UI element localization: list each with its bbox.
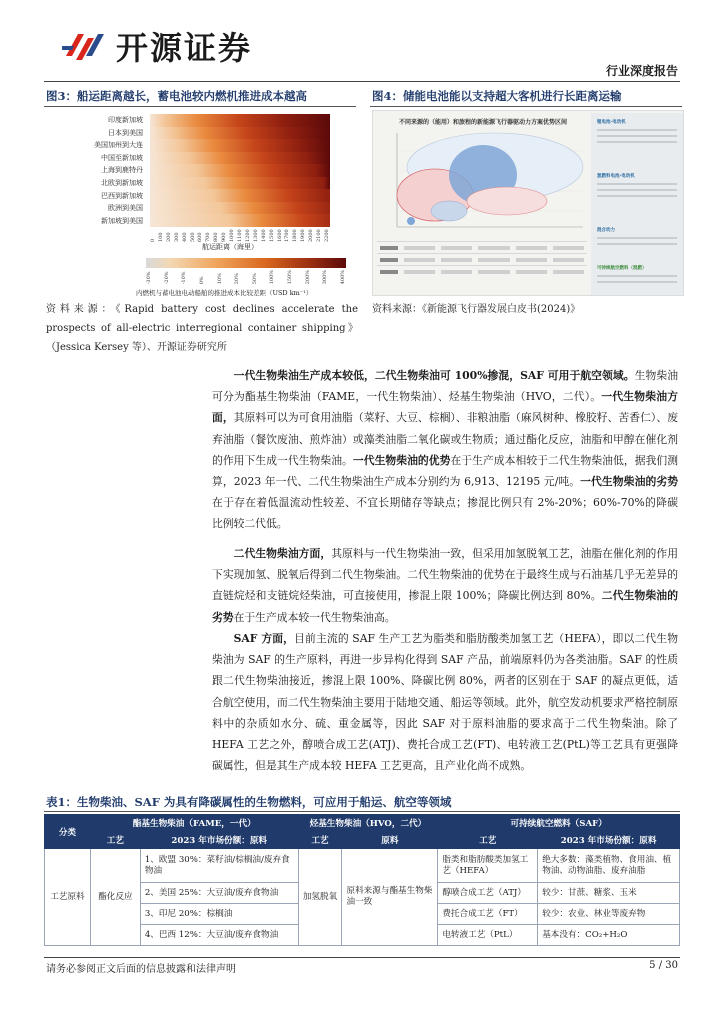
saf-process: 费托合成工艺（FT） <box>438 904 538 925</box>
para3-bold1: SAF 方面， <box>233 632 295 645</box>
figure3-caption: 图3：船运距离越长，蓄电池较内燃机推进成本越高 <box>46 89 307 103</box>
colorbar-title: 内燃机与蓄电池电动船舶的推进成本比较差距（USD km⁻¹） <box>136 289 313 297</box>
x-tick-label: 1500 <box>268 229 275 242</box>
figure3-source: 资料来源：《Rapid battery cost declines accelerate the prospects of all-electric interregional container shipping》（Jessica Kersey 等）、开源证券研究所 <box>46 304 358 353</box>
table-header-saf: 可持续航空燃料（SAF） <box>438 815 680 832</box>
para2-bold2: 二代生物柴油的劣势 <box>212 589 679 624</box>
x-tick-label: 700 <box>205 232 212 242</box>
x-tick-label: 600 <box>197 232 204 242</box>
colorbar-tick-label: 150% <box>287 270 293 285</box>
saf-feedstock: 基本没有：CO₂+H₂O <box>538 925 680 946</box>
figure4-caption-rule <box>370 106 682 107</box>
figure4-bubble-chart <box>377 127 587 237</box>
logo-mark-icon <box>62 26 110 66</box>
heatmap-row-label: 北欧到新加坡 <box>101 178 143 187</box>
heatmap-row <box>150 189 330 202</box>
hvo-process: 加氢脱氧 <box>298 849 342 946</box>
fame-process: 酯化反应 <box>90 849 140 946</box>
x-tick-label: 2200 <box>323 229 330 242</box>
heatmap-colorbar <box>146 258 346 268</box>
figure4-infographic <box>372 110 684 296</box>
para1-text2: 其原料可以为可食用油脂（菜籽、大豆、棕榈）、非粮油脂（麻风树种、橡胶籽、苦香仁）、废弃油脂（餐饮废油、煎炸油）或藻类油脂二氧化碳或生物质；通过酯化反应，油脂和甲醇在催化剂的作用下生成一代生物柴油。 <box>212 411 679 467</box>
table-header-category: 分类 <box>45 815 91 849</box>
x-tick-label: 1800 <box>292 229 299 242</box>
heatmap-row <box>150 202 330 215</box>
figure4-inner-title: 不同来源的（能用）和旅程的新能源飞行器驱动力方案优势区间 <box>399 119 568 126</box>
hvo-feedstock: 原料来源与酯基生物柴油一致 <box>342 849 438 946</box>
para1-bold3: 一代生物柴油的优势 <box>352 453 451 467</box>
table-subheader: 原料 <box>342 832 438 849</box>
x-tick-label: 1400 <box>260 229 267 242</box>
colorbar-ticks <box>146 270 346 284</box>
heatmap-row-label: 新加坡到美国 <box>101 216 143 225</box>
x-tick-label: 1900 <box>300 229 307 242</box>
footer-rule <box>44 957 680 958</box>
heatmap-row-label: 欧洲到美国 <box>108 204 143 213</box>
legend-header: 混合动力 <box>597 228 615 233</box>
table-header-row <box>45 815 680 832</box>
heatmap-row-label: 印度新加坡 <box>108 116 143 124</box>
para3-text1: 目前主流的 SAF 生产工艺为脂类和脂肪酸类加氢工艺（HEFA），即以二代生物柴油为 SAF 的生产原料，再进一步异构化得到 SAF 产品，前端原料仍为各类油脂。SAF 的性质跟二代生物柴油接近，掺混上限 100%、降碳比例 80%，两者的区别在于 SAF 的凝点更低，适合航空使用，而二代生物柴油主要用于陆地交通、船运等领域。此外，航空发动机要求严格控制原料中的杂质如水分、硫、重金属等，因此 SAF 对于原料油脂的要求高于二代生物柴油。除了 HEFA 工艺之外，醇喷合成工艺(ATJ)、费托合成工艺(FT)、电转液工艺(PtL)等工艺具有更强降碳属性，但是其生产成本较 HEFA 工艺更高，且产业化尚不成熟。 <box>212 632 678 773</box>
table-subheader: 工艺 <box>438 832 538 849</box>
table-subheader: 2023 年市场份额：原料 <box>538 832 680 849</box>
legend-block <box>595 171 679 221</box>
legend-block <box>595 263 679 296</box>
heatmap-row <box>150 114 330 127</box>
heatmap-row-labels <box>46 114 146 227</box>
figure4-caption: 图4：储能电池能以支持超大客机进行长距离运输 <box>372 89 622 103</box>
table1-caption-rule <box>44 811 680 812</box>
para2-text1: 其原料与一代生物柴油一致，但采用加氢脱氧工艺，油脂在催化剂的作用下实现加氢、脱氧后得到二代生物柴油。二代生物柴油的优势在于最终生成与石油基几乎无差异的直链烷烃和支链烷烃柴油，可直接使用，掺混上限 100%；降碳比例达到 80%。 <box>212 547 679 603</box>
table-header-hvo: 烃基生物柴油（HVO，二代） <box>298 815 438 832</box>
page-number: 5 / 30 <box>649 960 678 971</box>
colorbar-tick-label: 50% <box>251 273 258 285</box>
heatmap-row <box>150 139 330 152</box>
heatmap-x-label: 航运距离（海里） <box>202 243 258 251</box>
heatmap-row <box>150 214 330 227</box>
para1-text4: 在于存在着低温流动性较差、不宜长期储存等缺点；掺混比例只有 2%-20%；60%-70%的降碳比例较二代低。 <box>212 496 678 531</box>
fame-share: 1、欧盟 30%：菜籽油/棕榈油/废弃食物油 <box>140 849 298 883</box>
saf-process: 醇喷合成工艺（ATJ） <box>438 883 538 904</box>
x-tick-label: 400 <box>181 232 188 242</box>
footer-disclaimer: 请务必参阅正文后面的信息披露和法律声明 <box>46 964 236 975</box>
table-row <box>45 849 680 883</box>
saf-process: 电转液工艺（PtL） <box>438 925 538 946</box>
x-tick-label: 1100 <box>236 229 243 242</box>
table-subheader-row <box>45 832 680 849</box>
x-tick-label: 500 <box>189 232 196 242</box>
legend-header: 氢燃料电池·电动机 <box>597 174 635 179</box>
heatmap-row <box>150 164 330 177</box>
table1 <box>44 814 680 946</box>
x-tick-label: 800 <box>213 232 220 242</box>
colorbar-tick-label: -10% <box>181 271 188 285</box>
fame-share: 3、印尼 20%：棕榈油 <box>140 904 298 925</box>
fame-share: 2、美国 25%：大豆油/废弃食物油 <box>140 883 298 904</box>
saf-feedstock: 绝大多数：藻类植物、食用油、植物油、动物油脂、废弃油脂 <box>538 849 680 883</box>
heatmap-grid <box>150 114 330 227</box>
figure3-heatmap <box>46 108 356 296</box>
figure3-caption-rule <box>44 106 356 107</box>
table-header-fame: 酯基生物柴油（FAME，一代） <box>90 815 298 832</box>
paragraph-second-gen <box>212 543 678 628</box>
heatmap-row-label: 巴西到新加坡 <box>101 191 143 200</box>
legend-block <box>595 225 679 259</box>
legend-header: 锂电池·电动机 <box>597 120 626 125</box>
heatmap-row <box>150 127 330 140</box>
para1-text1: 生物柴油可分为酯基生物柴油（FAME，一代生物柴油）、烃基生物柴油（HVO，二代）。 <box>212 369 678 404</box>
legend-header: 可持续航空燃料（混燃） <box>597 266 647 271</box>
colorbar-tick-label: -30% <box>146 271 152 285</box>
header-rule <box>44 81 680 82</box>
para1-lead: 一代生物柴油生产成本较低，二代生物柴油可 100%掺混，SAF 可用于航空领域。 <box>233 369 635 382</box>
table-subheader: 2023 年市场份额：原料 <box>140 832 298 849</box>
x-tick-label: 2100 <box>316 229 323 242</box>
x-tick-label: 100 <box>157 232 164 242</box>
paragraph-saf <box>212 628 678 776</box>
x-tick-label: 200 <box>165 232 172 242</box>
colorbar-tick-label: 0% <box>198 276 205 285</box>
x-tick-label: 1700 <box>284 229 291 242</box>
figure4-aircraft-table <box>377 241 587 277</box>
heatmap-row-label: 中国至新加坡 <box>101 153 143 162</box>
heatmap-row-label: 日本到美国 <box>108 128 143 137</box>
para2-text2: 在于生产成本较一代生物柴油高。 <box>233 610 396 624</box>
table-subheader: 工艺 <box>298 832 342 849</box>
colorbar-tick-label: 200% <box>304 270 311 285</box>
report-type: 行业深度报告 <box>605 64 678 78</box>
saf-feedstock: 较少：农业、林业等废弃物 <box>538 904 680 925</box>
para1-bold4: 一代生物柴油的劣势 <box>580 475 678 489</box>
heatmap-row-label: 美国加州到大连 <box>94 141 143 150</box>
company-name: 开源证券 <box>116 29 253 67</box>
x-tick-label: 1000 <box>229 229 236 242</box>
x-tick-label: 1600 <box>276 229 283 242</box>
saf-process: 脂类和脂肪酸类加氢工艺（HEFA） <box>438 849 538 883</box>
heatmap-x-axis <box>150 228 330 242</box>
fame-share: 4、巴西 12%：大豆油/废弃食物油 <box>140 925 298 946</box>
x-tick-label: 2000 <box>308 229 315 242</box>
colorbar-tick-label: 100% <box>269 270 276 285</box>
x-tick-label: 1200 <box>244 229 251 242</box>
para1-text3: 在于生产成本相较于二代生物柴油低，据我们测算，2023 年一代、二代生物柴油生产成本分别约为 6,913、12195 元/吨。 <box>212 453 679 489</box>
colorbar-tick-label: 400% <box>339 270 346 285</box>
figure4-legend-panel <box>591 113 683 295</box>
para2-bold1: 二代生物柴油方面， <box>233 547 332 560</box>
paragraph-biodiesel-overview <box>212 365 678 535</box>
colorbar-tick-label: 20% <box>234 273 241 285</box>
para1-bold2: 一代生物柴油方面， <box>212 390 679 425</box>
heatmap-row-label: 上海到鹿特丹 <box>101 166 143 175</box>
colorbar-tick-label: 300% <box>322 270 329 285</box>
legend-block <box>595 117 679 167</box>
x-tick-label: 300 <box>173 232 180 242</box>
table-row-label: 工艺原料 <box>45 849 91 946</box>
colorbar-tick-label: -20% <box>163 271 170 285</box>
x-tick-label: 0 <box>150 238 156 242</box>
table-subheader: 工艺 <box>90 832 140 849</box>
table1-caption: 表1：生物柴油、SAF 为具有降碳属性的生物燃料，可应用于船运、航空等领域 <box>46 795 452 809</box>
x-tick-label: 1300 <box>252 229 259 242</box>
colorbar-tick-label: 10% <box>216 273 223 285</box>
heatmap-row <box>150 177 330 190</box>
x-tick-label: 900 <box>221 232 228 242</box>
heatmap-row <box>150 152 330 165</box>
company-logo <box>62 24 252 68</box>
saf-feedstock: 较少：甘蔗、糖浆、玉米 <box>538 883 680 904</box>
figure4-source: 资料来源：《新能源飞行器发展白皮书(2024)》 <box>372 304 581 315</box>
